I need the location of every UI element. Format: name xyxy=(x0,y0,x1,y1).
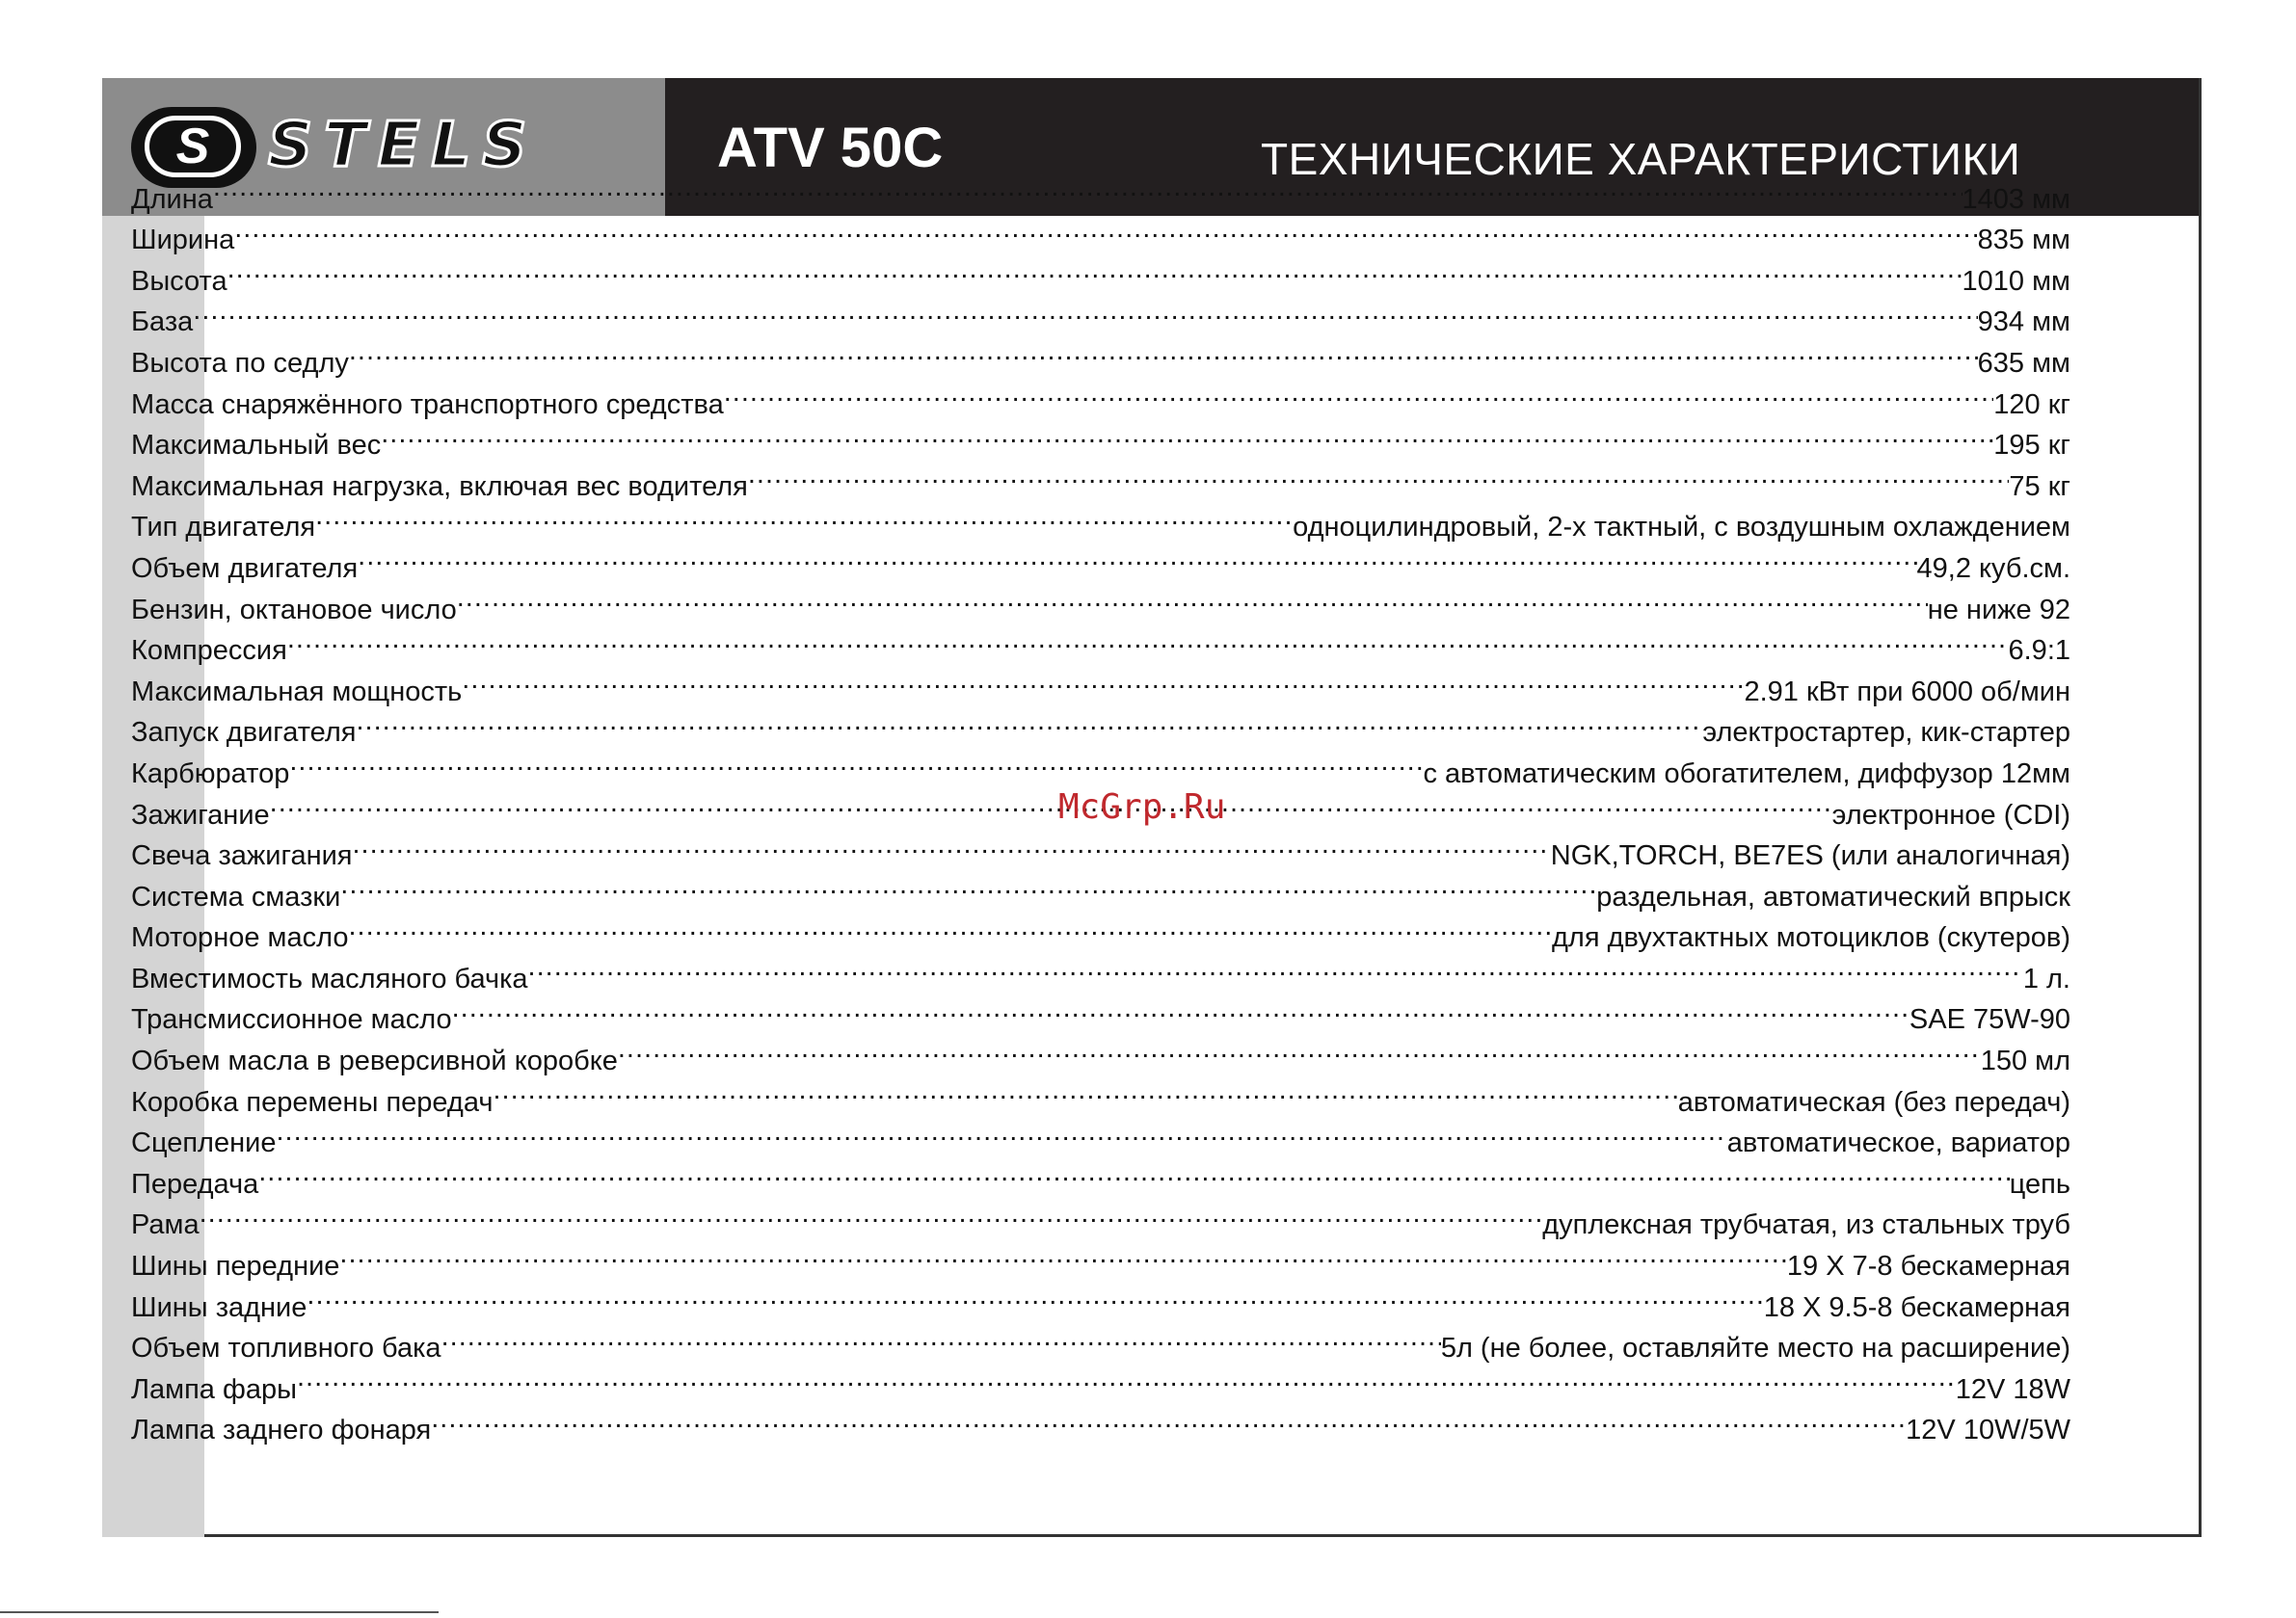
spec-row xyxy=(131,208,2070,256)
spec-value: для двухтактных мотоциклов (скутеров) xyxy=(1551,922,2070,954)
spec-row xyxy=(131,372,2070,420)
dot-leader xyxy=(493,1070,1677,1111)
spec-label: Тип двигателя xyxy=(131,512,316,544)
spec-value: 75 кг xyxy=(2009,470,2070,502)
spec-value: 19 X 7-8 бескамерная xyxy=(1786,1251,2070,1283)
watermark: McGrp.Ru xyxy=(1058,787,1226,827)
dot-leader xyxy=(618,1028,1981,1070)
spec-label: Компрессия xyxy=(131,635,287,667)
page-title: ТЕХНИЧЕСКИЕ ХАРАКТЕРИСТИКИ xyxy=(1261,134,2021,184)
spec-value: 150 мл xyxy=(1980,1046,2070,1077)
spec-label: Свеча зажигания xyxy=(131,840,353,872)
spec-value: цепь xyxy=(2009,1168,2070,1200)
spec-label: Вместимость масляного бачка xyxy=(131,963,528,995)
dot-leader xyxy=(258,1152,2010,1193)
dot-leader xyxy=(234,208,1977,250)
dot-leader xyxy=(441,1316,1441,1358)
spec-label: Система смазки xyxy=(131,881,341,913)
spec-value: не ниже 92 xyxy=(1927,594,2070,625)
spec-row xyxy=(131,619,2070,667)
divider xyxy=(0,1611,439,1613)
dot-leader xyxy=(297,1357,1956,1398)
model-name: ATV 50C xyxy=(717,117,944,179)
spec-value: SAE 75W-90 xyxy=(1909,1004,2070,1036)
spec-label: База xyxy=(131,306,194,338)
spec-value: 1010 мм xyxy=(1962,265,2070,297)
dot-leader xyxy=(200,1193,1543,1234)
spec-row xyxy=(131,1357,2070,1405)
dot-leader xyxy=(349,331,1978,372)
spec-label: Объем масла в реверсивной коробке xyxy=(131,1046,618,1077)
spec-label: Трансмиссионное масло xyxy=(131,1004,452,1036)
dot-leader xyxy=(227,249,1962,290)
spec-row xyxy=(131,946,2070,995)
spec-label: Объем топливного бака xyxy=(131,1333,441,1365)
dot-leader xyxy=(193,290,1977,332)
dot-leader xyxy=(358,536,1916,577)
spec-value: 6.9:1 xyxy=(2008,635,2070,667)
dot-leader xyxy=(431,1398,1906,1440)
dot-leader xyxy=(287,619,2009,660)
spec-row xyxy=(131,577,2070,625)
spec-label: Моторное масло xyxy=(131,922,349,954)
spec-value: 1403 мм xyxy=(1962,183,2070,215)
spec-label: Сцепление xyxy=(131,1127,277,1159)
spec-row xyxy=(131,659,2070,707)
spec-label: Карбюратор xyxy=(131,757,290,789)
spec-value: автоматическое, вариатор xyxy=(1726,1127,2070,1159)
spec-value: 12V 10W/5W xyxy=(1906,1415,2070,1446)
spec-value: 1 л. xyxy=(2022,963,2070,995)
spec-value: с автоматическим обогатителем, диффузор 12мм xyxy=(1423,757,2070,789)
spec-label: Максимальный вес xyxy=(131,430,382,462)
spec-row xyxy=(131,1398,2070,1446)
spec-value: 635 мм xyxy=(1977,347,2070,379)
spec-label: Максимальная нагрузка, включая вес водителя xyxy=(131,470,748,502)
spec-label: Запуск двигателя xyxy=(131,717,357,749)
spec-label: Коробка перемены передач xyxy=(131,1086,494,1118)
dot-leader xyxy=(307,1275,1763,1316)
spec-row xyxy=(131,536,2070,584)
logo-letter: S xyxy=(175,119,210,174)
spec-value: раздельная, автоматический впрыск xyxy=(1596,881,2070,913)
spec-label: Лампа фары xyxy=(131,1373,297,1405)
dot-leader xyxy=(276,1111,1726,1153)
spec-value: автоматическая (без передач) xyxy=(1677,1086,2070,1118)
spec-label: Ширина xyxy=(131,225,235,256)
dot-leader xyxy=(452,988,1909,1029)
dot-leader xyxy=(462,659,1744,701)
spec-label: Лампа заднего фонаря xyxy=(131,1415,432,1446)
spec-row xyxy=(131,495,2070,544)
spec-value: NGK,TORCH, BE7ES (или аналогичная) xyxy=(1550,840,2070,872)
spec-label: Высота по седлу xyxy=(131,347,349,379)
dot-leader xyxy=(748,454,2010,495)
spec-label: Высота xyxy=(131,265,227,297)
spec-value: электронное (CDI) xyxy=(1831,799,2070,831)
spec-label: Масса снаряжённого транспортного средства xyxy=(131,388,724,420)
spec-label: Передача xyxy=(131,1168,259,1200)
spec-value: 835 мм xyxy=(1977,225,2070,256)
dot-leader xyxy=(457,577,1928,619)
spec-label: Шины передние xyxy=(131,1251,340,1283)
dot-leader xyxy=(353,824,1551,865)
spec-row xyxy=(131,1152,2070,1200)
spec-value: одноцилиндровый, 2-х тактный, с воздушным охлаждением xyxy=(1293,512,2070,544)
dot-leader xyxy=(289,741,1423,782)
spec-row xyxy=(131,290,2070,338)
dot-leader xyxy=(348,906,1552,947)
spec-label: Объем двигателя xyxy=(131,552,359,584)
spec-row xyxy=(131,1193,2070,1241)
spec-value: электростартер, кик-стартер xyxy=(1702,717,2070,749)
logo-wordmark: STELS xyxy=(268,110,539,181)
spec-label: Длина xyxy=(131,183,213,215)
spec-label: Рама xyxy=(131,1209,200,1241)
spec-label: Шины задние xyxy=(131,1291,307,1323)
dot-leader xyxy=(724,372,1994,413)
dot-leader xyxy=(270,782,1832,824)
spec-value: 49,2 куб.см. xyxy=(1916,552,2070,584)
spec-row xyxy=(131,413,2070,462)
spec-value: 120 кг xyxy=(1993,388,2070,420)
spec-row xyxy=(131,824,2070,872)
dot-leader xyxy=(381,413,1993,455)
spec-row xyxy=(131,1233,2070,1283)
dot-leader xyxy=(213,167,1962,208)
spec-value: 18 X 9.5-8 бескамерная xyxy=(1763,1291,2070,1323)
spec-value: 195 кг xyxy=(1993,430,2070,462)
spec-label: Бензин, октановое число xyxy=(131,594,457,625)
dot-leader xyxy=(339,1233,1786,1275)
spec-value: 12V 18W xyxy=(1955,1373,2070,1405)
spec-row xyxy=(131,249,2070,297)
dot-leader xyxy=(356,701,1702,742)
spec-value: 5л (не более, оставляйте место на расширение) xyxy=(1440,1333,2070,1365)
spec-value: 934 мм xyxy=(1977,306,2070,338)
spec-label: Зажигание xyxy=(131,799,270,831)
dot-leader xyxy=(528,946,2023,988)
spec-row xyxy=(131,454,2070,502)
dot-leader xyxy=(315,495,1293,537)
spec-label: Максимальная мощность xyxy=(131,676,463,707)
spec-value: дуплексная трубчатая, из стальных труб xyxy=(1542,1209,2070,1241)
dot-leader xyxy=(340,864,1596,906)
spec-value: 2.91 кВт при 6000 об/мин xyxy=(1744,676,2070,707)
spec-row xyxy=(131,1275,2070,1323)
spec-row xyxy=(131,167,2070,215)
spec-row xyxy=(131,331,2070,379)
